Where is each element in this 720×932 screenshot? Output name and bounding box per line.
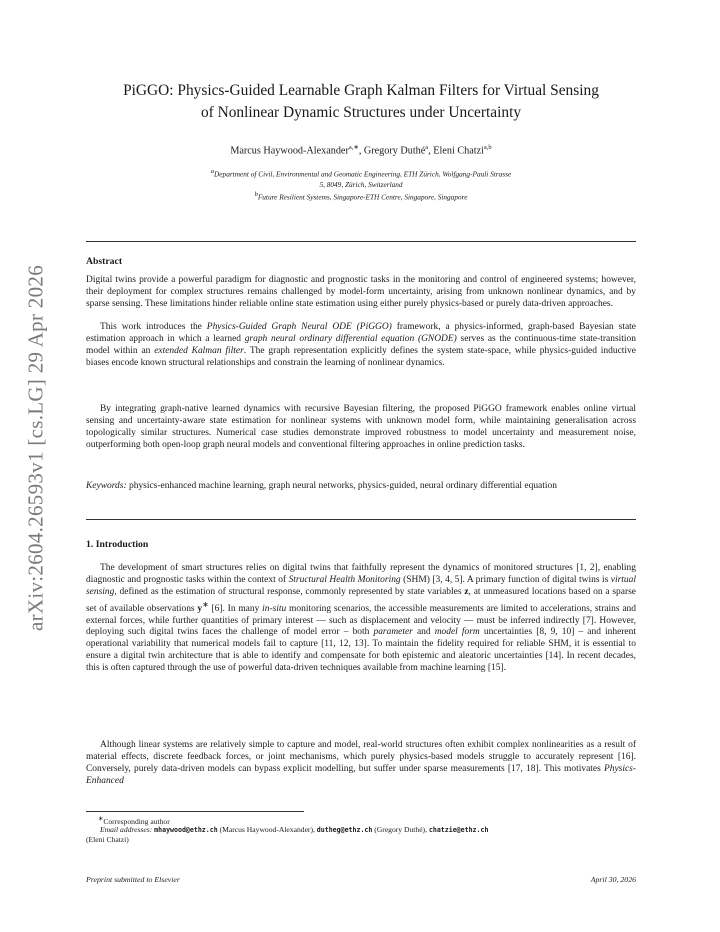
author-affiliation-mark: a <box>425 144 429 151</box>
abstract-paragraph-3: By integrating graph-native learned dynamics with recursive Bayesian filtering, the proposed PiGGO framework enables online virtual sensing and uncertainty-aware state estimation for nonlinear systems with unknown model form, while maintaining generalisation across topologically similar structures. Numerical case studies demonstrate improved robustness to model uncertainty and measurement noise, outperforming both open-loop graph neural models and conventional filtering approaches in online prediction tasks. <box>86 404 636 450</box>
author-list: Marcus Haywood-Alexander$^{a,∗}$, Gregory Duthé$^a$, Eleni Chatzi$^{a,b}$ <box>230 144 492 157</box>
footnote-corresponding: ∗Corresponding author <box>98 815 170 826</box>
title-line-2: of Nonlinear Dynamic Structures under Uncertainty <box>200 104 522 121</box>
page-footer <box>86 875 636 884</box>
keywords-text: physics-enhanced machine learning, graph neural networks, physics-guided, neural ordinary differential equation <box>126 481 557 491</box>
title-line-1: PiGGO: Physics-Guided Learnable Graph Kalman Filters for Virtual Sensing <box>123 82 599 99</box>
keywords <box>86 481 636 493</box>
paper-title <box>86 80 636 124</box>
author-name: Gregory Duthé <box>363 145 426 157</box>
author-affiliation-mark: a,b <box>483 144 492 151</box>
abstract-paragraph-1: Digital twins provide a powerful paradigm for diagnostic and prognostic tasks in the monitoring and control of engineered systems; however, their deployment for complex structures remains challenged by model-form uncertainty, arising from unknown nonlinear dynamics, and by sparse sensing. These limitations hinder reliable online state estimation using either purely physics-based or purely data-driven approaches. <box>86 275 636 309</box>
abstract-bottom-rule <box>86 519 636 520</box>
arxiv-identifier: arXiv:2604.26593v1 [cs.LG] 29 Apr 2026 <box>23 264 48 632</box>
keywords-label: Keywords: <box>86 481 127 491</box>
abstract-paragraph-2: This work introduces the Physics-Guided Graph Neural ODE (PiGGO) framework, a physics-informed, graph-based Bayesian state estimation approach in which a learned graph neural ordinary differential equation (GNODE) serves as the continuous-time state-transition model within an extended Kalman filter. The graph representation explicitly defines the system state-space, while physics-guided inductive biases encode known structural relationships and constrain the learning of nonlinear dynamics. <box>86 322 636 368</box>
author-affiliation-mark: a,∗ <box>348 144 359 151</box>
section-heading-introduction: 1. Introduction <box>86 539 149 550</box>
footnote-rule <box>86 811 304 812</box>
footer-submission-note: Preprint submitted to Elsevier <box>86 875 180 884</box>
author-name: Marcus Haywood-Alexander <box>230 145 349 157</box>
affiliation-b: $^b$Future Resilient Systems, Singapore-ETH Centre, Singapore, Singapore <box>254 191 468 202</box>
email-link[interactable]: dutheg@ethz.ch <box>316 826 373 834</box>
abstract-top-rule <box>86 241 636 242</box>
email-link[interactable]: chatzie@ethz.ch <box>428 826 489 834</box>
affiliation-a: $^a$Department of Civil, Environmental and Geomatic Engineering, ETH Zürich, Wolfgang-Pauli Strasse 5, 8049, Zürich, Switzerland <box>210 168 512 189</box>
introduction-paragraph-1: The development of smart structures relies on digital twins that faithfully represent the dynamics of monitored structures [1, 2], enabling diagnostic and prognostic tasks within the context of Structural Health Monitoring (SHM) [3, 4, 5]. A primary function of digital twins is virtual sensing, defined as the estimation of structural response, commonly represented by state variables z, at unmeasured locations based on a sparse set of available observations y∗ [6]. In many in-situ monitoring scenarios, the accessible measurements are limited to accelerations, strains and external forces, while further quantities of primary interest — such as displacement and velocity — must be inferred indirectly [7]. However, deploying such digital twins faces the challenge of model error – both parameter and model form uncertainties [8, 9, 10] – and inherent operational variability that numerical models fail to capture [11, 12, 13]. To maintain the fidelity required for reliable SHM, it is essential to ensure a digital twin architecture that is able to identify and compensate for both epistemic and aleatoric uncertainties [14]. In recent decades, this is often captured through the use of powerful data-driven techniques available from machine learning [15]. <box>86 563 637 673</box>
footnote-emails: Email addresses: mhaywood@ethz.ch (Marcus Haywood-Alexander), dutheg@ethz.ch (Gregory Duthé), chatzie@ethz.ch (Eleni Chatzi) <box>86 825 489 845</box>
email-link[interactable]: mhaywood@ethz.ch <box>154 826 218 834</box>
abstract-heading: Abstract <box>86 256 123 267</box>
footer-date: April 30, 2026 <box>590 875 636 884</box>
author-name: Eleni Chatzi <box>433 145 484 157</box>
introduction-paragraph-2: Although linear systems are relatively simple to capture and model, real-world structures often exhibit complex nonlinearities as a result of material effects, discrete feedback forces, or joint mechanisms, which purely physics-based models struggle to accurately represent [16]. Conversely, purely data-driven models can bypass explicit modelling, but suffer under sparse measurements [17, 18]. This motivates Physics-Enhanced <box>86 740 636 786</box>
